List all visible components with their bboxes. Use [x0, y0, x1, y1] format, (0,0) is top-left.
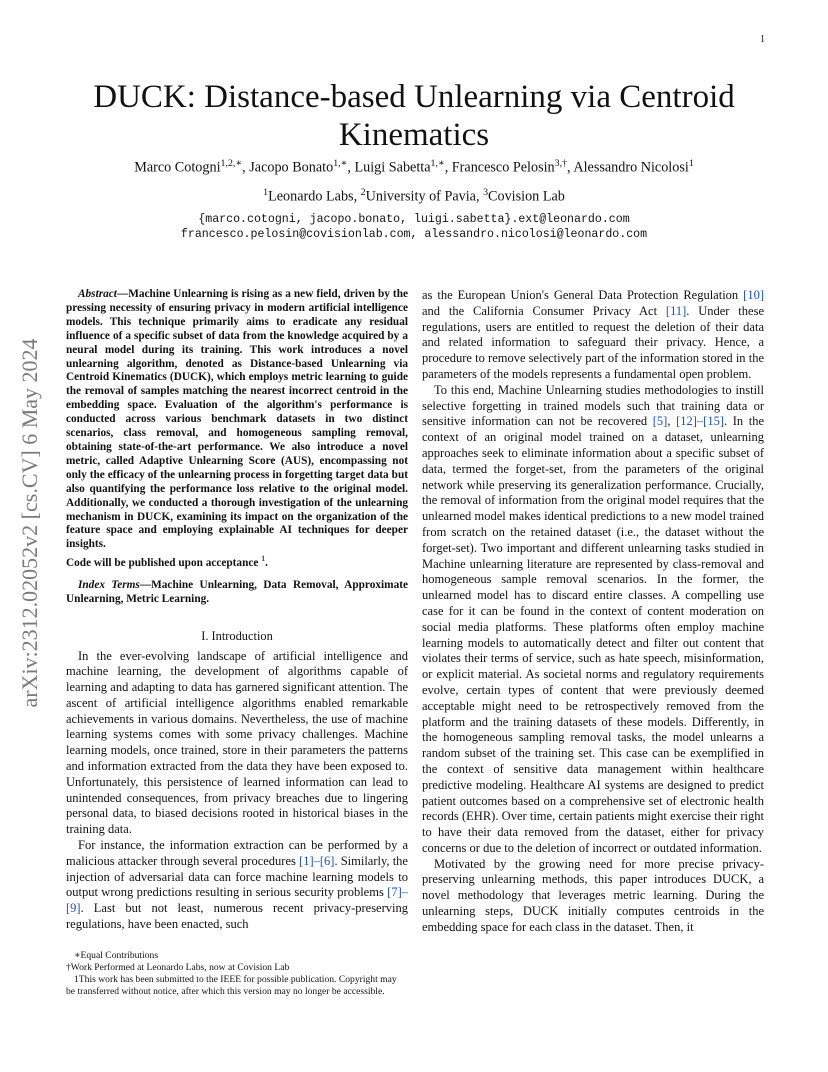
- footnote-link[interactable]: 1: [261, 554, 266, 564]
- body-paragraph-2: To this end, Machine Unlearning studies methodologies to instill selective forgetting in trained models such that training data or sensitive information can not be recovered [5], [12]–[15]. In the context of an original model trained on a dataset, unlearning approaches seek to eliminate information about a specific subset of data, termed the forget-set, from the parameters of the original network while preserving its generalization performance. Crucially, the removal of information from the original model requires that the unlearned model makes identical predictions to a new model trained from scratch on the retained dataset (i.e., the dataset without the forget-set). Two important and different unlearning tasks studied in Machine unlearning literature are represented by class-removal and homogeneous sample removal scenarios. In the former, the unlearned model has to discard entire classes. A compelling use case for it can be found in the context of content moderation on social media platforms. These platforms often employ machine learning models to automatically detect and filter out content that violates their terms of service, such as hate speech, misinformation, or explicit material. As societal norms and regulatory requirements evolve, certain types of content that were previously deemed acceptable might need to be retrospectively removed from the platform and the training datasets of these models. Differently, in the homogeneous sampling removal tasks, the model unlearns a random subset of the training set. This case can be exemplified in the context of sensitive data management within healthcare predictive modeling. Healthcare AI systems are designed to predict patient outcomes based on a comprehensive set of electronic health records (EHR). Over time, certain patients might exercise their right to have their data removed from the dataset, either for privacy concerns or due to the deletion of incorrect or outdated information.: [422, 382, 764, 855]
- citation-link[interactable]: [10]: [743, 288, 764, 302]
- arxiv-sidebar: [10, 288, 50, 758]
- author-list: Marco Cotogni$^{1,2,∗}$, Jacopo Bonato$^{1,∗}$, Luigi Sabetta$^{1,∗}$, Francesco Pelosin$^{3,\dagger}$, Alessandro Nicolosi$^1$: [134, 158, 694, 176]
- page-number: 1: [760, 34, 765, 45]
- body-paragraph-3: Motivated by the growing need for more precise privacy-preserving unlearning methods, this paper introduces DUCK, a novel methodology that leverages metric learning. During the unlearning steps, DUCK initially computes centroids in the embedding space for each class in the dataset. Then, it: [422, 856, 764, 934]
- paper-title: DUCK: Distance-based Unlearning via Centroid Kinematics: [93, 79, 735, 153]
- footnote-equal-contrib: ∗Equal Contributions: [74, 950, 159, 961]
- citation-link[interactable]: [12]–[15]: [676, 414, 724, 429]
- abstract: Abstract—Machine Unlearning is rising as a new field, driven by the pressing necessity of ensuring privacy in modern artificial intelligence models. This technique primarily aims to eradicate any residual influence of a specific subset of data from the knowledge acquired by a neural model during its training. This work introduces a novel unlearning algorithm, denoted as Distance-based Unlearning via Centroid Kinematics (DUCK), which employs metric learning to guide the removal of samples matching the nearest incorrect centroid in the embedding space. Evaluation of the algorithm's performance is conducted across various benchmark datasets in two distinct scenarios, class removal, and homogeneous sampling removal, obtaining state-of-the-art performance. We also introduce a novel metric, called Adaptive Unlearning Score (AUS), encompassing not only the efficacy of the unlearning process in forgetting target data but also quantifying the performance loss relative to the original model. Additionally, we conducted a thorough investigation of the unlearning mechanism in DUCK, examining its impact on the organization of the feature space and employing explainable AI techniques for deeper insights. Code will be published upon acceptance $^1$.: [66, 288, 408, 569]
- citation-link[interactable]: [5]: [652, 414, 668, 429]
- abstract-label: Abstract: [78, 288, 117, 300]
- arxiv-identifier: arXiv:2312.02052v2 [cs.CV] 6 May 2024: [17, 338, 42, 708]
- index-terms: [66, 579, 408, 607]
- abstract-code-note: Code will be published upon acceptance: [66, 556, 262, 569]
- email-line-1: {marco.cotogni, jacopo.bonato, luigi.sabetta}.ext@leonardo.com: [198, 213, 630, 226]
- intro-paragraph-2: For instance, the information extraction can be performed by a malicious attacker through several procedures [1]–[6]. Similarly, the injection of adversarial data can force machine learning models to output wrong predictions resulting in serious security problems [7]–[9]. Last but not least, numerous recent privacy-preserving regulations, have been enacted, such: [66, 838, 408, 932]
- citation-link[interactable]: [7]–[9]: [66, 885, 408, 916]
- body-paragraph-1: as the European Union's General Data Protection Regulation [10] and the California Consumer Privacy Act [11]. Under these regulations, users are entitled to request the deletion of their data and related information to safeguard their privacy. Hence, a procedure to remove selectively part of the information stored in the parameters of the models represents a fundamental open problem.: [422, 288, 764, 381]
- abstract-text: —Machine Unlearning is rising as a new field, driven by the pressing necessity of ensuring privacy in modern artificial intelligence models. This technique primarily aims to eradicate any residual influence of a specific subset of data from the knowledge acquired by a neural model during its training. This work introduces a novel unlearning algorithm, denoted as Distance-based Unlearning via Centroid Kinematics (DUCK), which employs metric learning to guide the removal of samples matching the nearest incorrect centroid in the embedding space. Evaluation of the algorithm's performance is conducted across various benchmark datasets in two distinct scenarios, class removal, and homogeneous sampling removal, obtaining state-of-the-art performance. We also introduce a novel metric, called Adaptive Unlearning Score (AUS), encompassing not only the efficacy of the unlearning process in forgetting target data but also quantifying the performance loss relative to the original model. Additionally, we conducted a thorough investigation of the unlearning mechanism in DUCK, examining its impact on the organization of the feature space and employing explainable AI techniques for deeper insights.: [66, 288, 408, 551]
- footnote-work-performed: †Work Performed at Leonardo Labs, now at Covision Lab: [66, 962, 290, 973]
- affiliations: $^1$Leonardo Labs, $^2$University of Pavia, $^3$Covision Lab: [263, 187, 565, 205]
- footnote-ieee: 1This work has been submitted to the IEEE for possible publication. Copyright may be transferred without notice, after which this version may no longer be accessible.: [66, 974, 397, 997]
- email-line-2: francesco.pelosin@covisionlab.com, alessandro.nicolosi@leonardo.com: [180, 228, 648, 241]
- section-heading: I. Introduction: [201, 628, 273, 643]
- left-column: [66, 288, 408, 933]
- right-column: [422, 288, 764, 936]
- footnotes: [66, 950, 408, 998]
- citation-link[interactable]: [1]–[6]: [299, 853, 335, 868]
- intro-paragraph-1: In the ever-evolving landscape of artificial intelligence and machine learning, the development of algorithms capable of learning and adapting to data has garnered significant attention. The ascent of artificial intelligence algorithms enabled remarkable achievements in various domains. Nevertheless, the use of machine learning systems comes with some privacy challenges. Machine learning models, once trained, store in their parameters the patterns and information extracted from the data they have been exposed to. Unfortunately, this persistence of learned information can lead to unintended consequences, from privacy breaches due to lingering personal data, to biased decisions rooted in historical biases in the training data.: [66, 648, 408, 837]
- index-terms-label: Index Terms: [78, 578, 140, 591]
- index-terms-text: —Machine Unlearning, Data Removal, Approximate Unlearning, Metric Learning.: [66, 578, 408, 605]
- citation-link[interactable]: [11]: [665, 303, 687, 318]
